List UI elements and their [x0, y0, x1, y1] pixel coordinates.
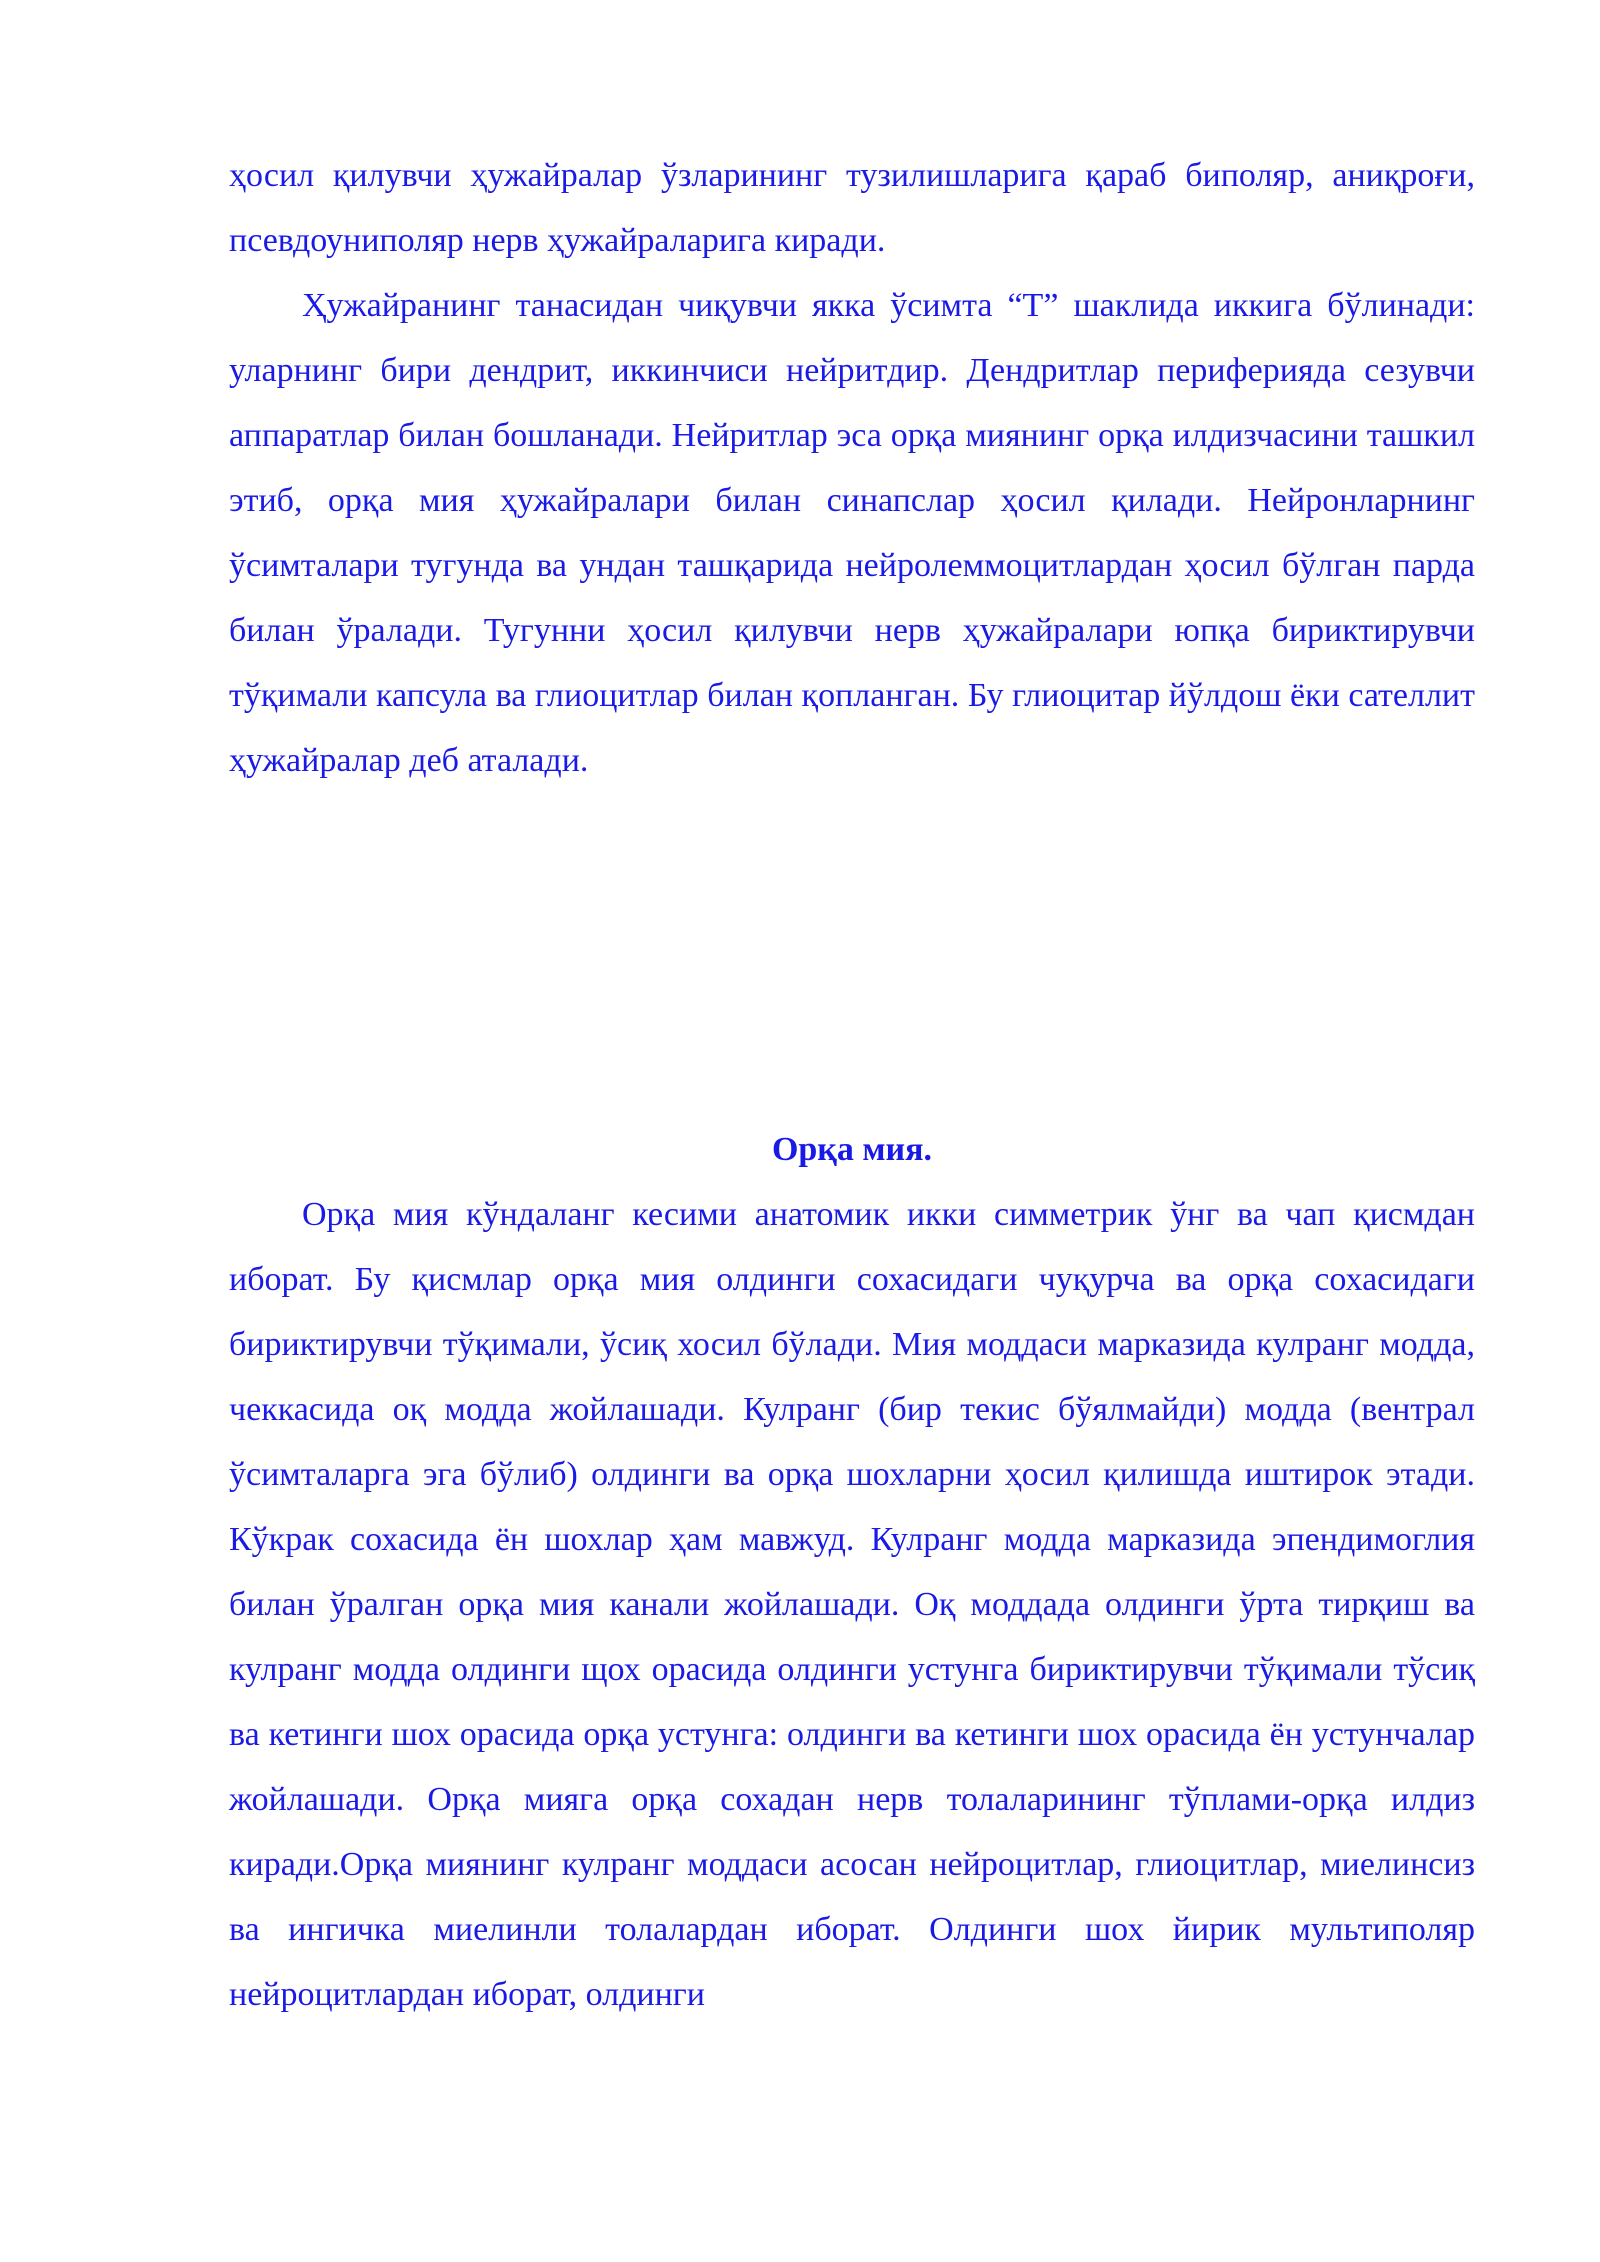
paragraph-continuation: ҳосил қилувчи ҳужайралар ўзларининг тузилишларига қараб биполяр, аниқроғи, псевдоуниполяр нерв ҳужайраларига киради. [229, 157, 1475, 259]
paragraph-spinal-cord: Орқа мия кўндаланг кесими анатомик икки симметрик ўнг ва чап қисмдан иборат. Бу қисмлар орқа мия олдинги сохасидаги чуқурча ва орқа сохасидаги бириктирувчи тўқимали, ўсиқ хосил бўлади. Мия моддаси марказида кулранг модда, чеккасида оқ модда жойлашади. Кулранг (бир текис бўялмайди) модда (вентрал ўсимталарга эга бўлиб) олдинги ва орқа шохларни ҳосил қилишда иштирок этади. Кўкрак сохасида ён шохлар ҳам мавжуд. Кулранг модда марказида эпендимоглия билан ўралган орқа мия канали жойлашади. Оқ моддада олдинги ўрта тирқиш ва кулранг модда олдинги щох орасида олдинги устунга бириктирувчи тўқимали тўсиқ ва кетинги шох орасида орқа устунга: олдинги ва кетинги шох орасида ён устунчалар жойлашади. Орқа мияга орқа сохадан нерв толаларининг тўплами-орқа илдиз киради.Орқа миянинг кулранг моддаси асосан нейроцитлар, глиоцитлар, миелинсиз ва ингичка миелинли толалардан иборат. Олдинги шох йирик мультиполяр нейроцитлардан иборат, олдинги [229, 1196, 1475, 2013]
text-block-spinal-cord [229, 1117, 1475, 2027]
paragraph-dendrite-neurite: Ҳужайранинг танасидан чиқувчи якка ўсимта “Т” шаклида иккига бўлинади: уларнинг бири дендрит, иккинчиси нейритдир. Дендритлар периферияда сезувчи аппаратлар билан бошланади. Нейритлар эса орқа миянинг орқа илдизчасини ташкил этиб, орқа мия ҳужайралари билан синапслар ҳосил қилади. Нейронларнинг ўсимталари тугунда ва ундан ташқарида нейролеммоцитлардан ҳосил бўлган парда билан ўралади. Тугунни ҳосил қилувчи нерв ҳужайралари юпқа бириктирувчи тўқимали капсула ва глиоцитлар билан қопланган. Бу глиоцитар йўлдош ёки сателлит ҳужайралар деб аталади. [229, 287, 1475, 779]
text-block-top [229, 143, 1475, 793]
section-heading: Орқа мия. [771, 1131, 933, 1168]
